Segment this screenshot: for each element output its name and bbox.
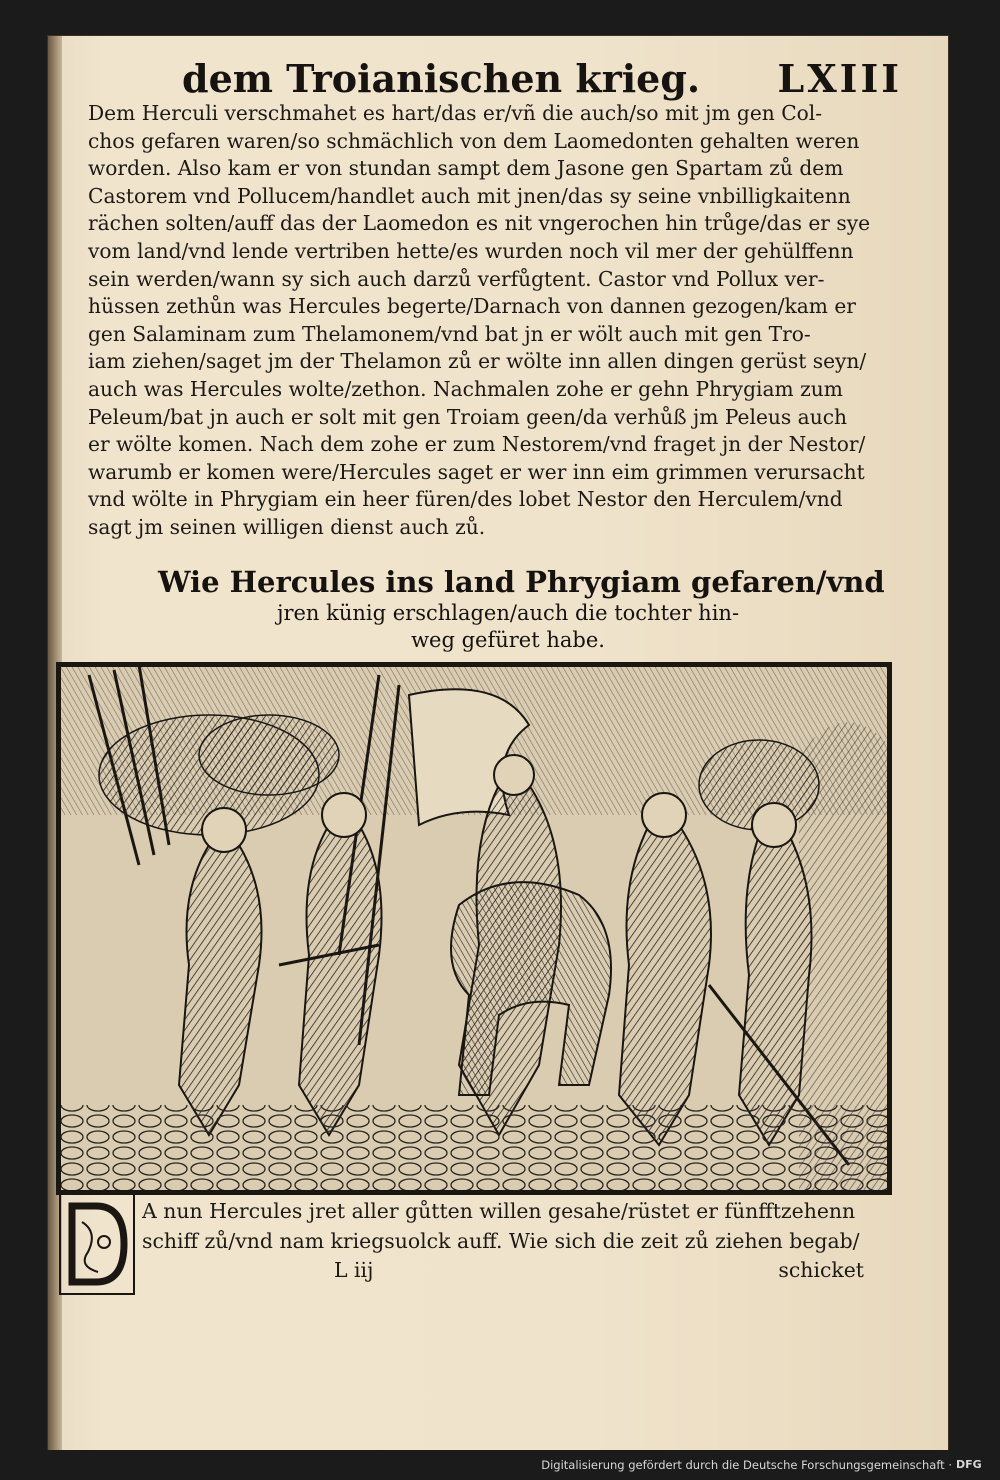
text-line: warumb er komen were/Hercules saget er wer inn eim grimmen verursacht xyxy=(88,459,865,484)
text-line: vnd wölte in Phrygiam ein heer füren/des lobet Nestor den Herculem/vnd xyxy=(88,487,843,512)
paragraph-1 xyxy=(88,100,888,542)
text-line: Castorem vnd Pollucem/handlet auch mit jnen/das sy seine vnbilligkaitenn xyxy=(88,183,851,208)
paragraph-2 xyxy=(142,1196,902,1256)
text-line: A nun Hercules jret aller gůtten willen gesahe/rüstet er fünfftzehenn xyxy=(142,1199,856,1223)
chapter-heading xyxy=(158,564,885,654)
text-line: rächen solten/auff das der Laomedon es nit vngerochen hin trůge/das er sye xyxy=(88,211,871,236)
signature-mark: L iij xyxy=(334,1258,374,1282)
text-line: Peleum/bat jn auch er solt mit gen Troiam geen/da verhůß jm Peleus auch xyxy=(88,404,848,429)
footer-bar xyxy=(0,1450,1000,1480)
woodcut-illustration-knights-battle-icon xyxy=(59,665,889,1192)
catchword: schicket xyxy=(778,1258,864,1282)
heading-line-1: Wie Hercules ins land Phrygiam gefaren/vnd xyxy=(158,565,885,599)
text-line: auch was Hercules wolte/zethon. Nachmalen zohe er gehn Phrygiam zum xyxy=(88,376,843,401)
text-line: gen Salaminam zum Thelamonem/vnd bat jn er wölt auch mit gen Tro‑ xyxy=(88,321,811,346)
text-line: iam ziehen/saget jm der Thelamon zů er wölte inn allen dingen gerüst seyn/ xyxy=(88,349,867,374)
initial-d-icon xyxy=(58,1192,136,1296)
text-line: chos gefaren waren/so schmächlich von dem Laomedonten gehalten weren xyxy=(88,128,860,153)
text-line: er wölte komen. Nach dem zohe er zum Nestorem/vnd fraget jn der Nestor/ xyxy=(88,432,866,457)
running-head-title: dem Troianischen krieg. xyxy=(182,56,701,101)
heading-line-2: jren künig erschlagen/auch die tochter hin‑ xyxy=(276,601,740,625)
signature-line xyxy=(334,1258,864,1288)
folio-number: LXIII xyxy=(777,56,902,101)
book-page xyxy=(48,36,948,1450)
text-line: hüssen zethůn was Hercules begerte/Darnach von dannen gezogen/kam er xyxy=(88,294,856,319)
heading-line-3: weg gefüret habe. xyxy=(411,628,605,652)
decorated-initial xyxy=(58,1192,136,1296)
woodcut-illustration xyxy=(56,662,892,1195)
funding-notice: Digitalisierung gefördert durch die Deutsche Forschungsgemeinschaft · xyxy=(541,1458,952,1472)
text-line: sein werden/wann sy sich auch darzů verfůgtent. Castor vnd Pollux ver‑ xyxy=(88,266,825,291)
text-line: vom land/vnd lende vertriben hette/es wurden noch vil mer der gehülffenn xyxy=(88,238,854,263)
dfg-logo: DFG xyxy=(956,1458,982,1471)
text-line: worden. Also kam er von stundan sampt dem Jasone gen Spartam zů dem xyxy=(88,156,844,181)
text-line: Dem Herculi verschmahet es hart/das er/vñ die auch/so mit jm gen Col‑ xyxy=(88,101,823,125)
text-line: schiff zů/vnd nam kriegsuolck auff. Wie sich die zeit zů ziehen begab/ xyxy=(142,1229,860,1253)
text-line: sagt jm seinen willigen dienst auch zů. xyxy=(88,514,486,539)
